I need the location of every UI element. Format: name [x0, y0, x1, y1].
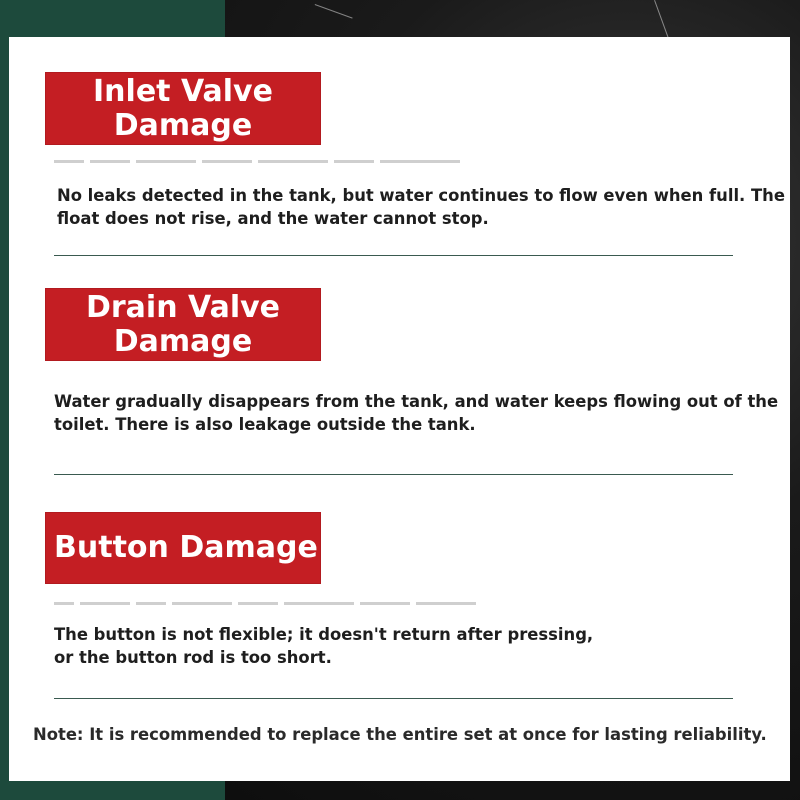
button-damage-title-badge — [45, 512, 321, 584]
button-damage-description: The button is not flexible; it doesn't return after pressing, or the button rod is too short. — [54, 625, 594, 667]
inlet-valve-description: No leaks detected in the tank, but water continues to flow even when full. The float does not rise, and the water cannot stop. — [57, 186, 785, 228]
button-damage-title: Button Damage — [54, 530, 318, 565]
section-divider — [54, 698, 733, 699]
drain-valve-description: Water gradually disappears from the tank, and water keeps flowing out of the toilet. There is also leakage outside the tank. — [54, 392, 779, 434]
drain-valve-title: Drain Valve Damage — [85, 289, 281, 359]
drain-valve-title-badge — [45, 288, 321, 361]
section-divider — [54, 255, 733, 256]
marble-vein — [315, 4, 353, 19]
section-divider — [54, 474, 733, 475]
inlet-valve-title: Inlet Valve Damage — [93, 73, 273, 143]
inlet-valve-title-badge — [45, 72, 321, 145]
faded-text-remnant — [54, 602, 614, 614]
faded-text-remnant — [54, 160, 614, 172]
recommendation-note: Note: It is recommended to replace the entire set at once for lasting reliability. — [33, 725, 767, 744]
